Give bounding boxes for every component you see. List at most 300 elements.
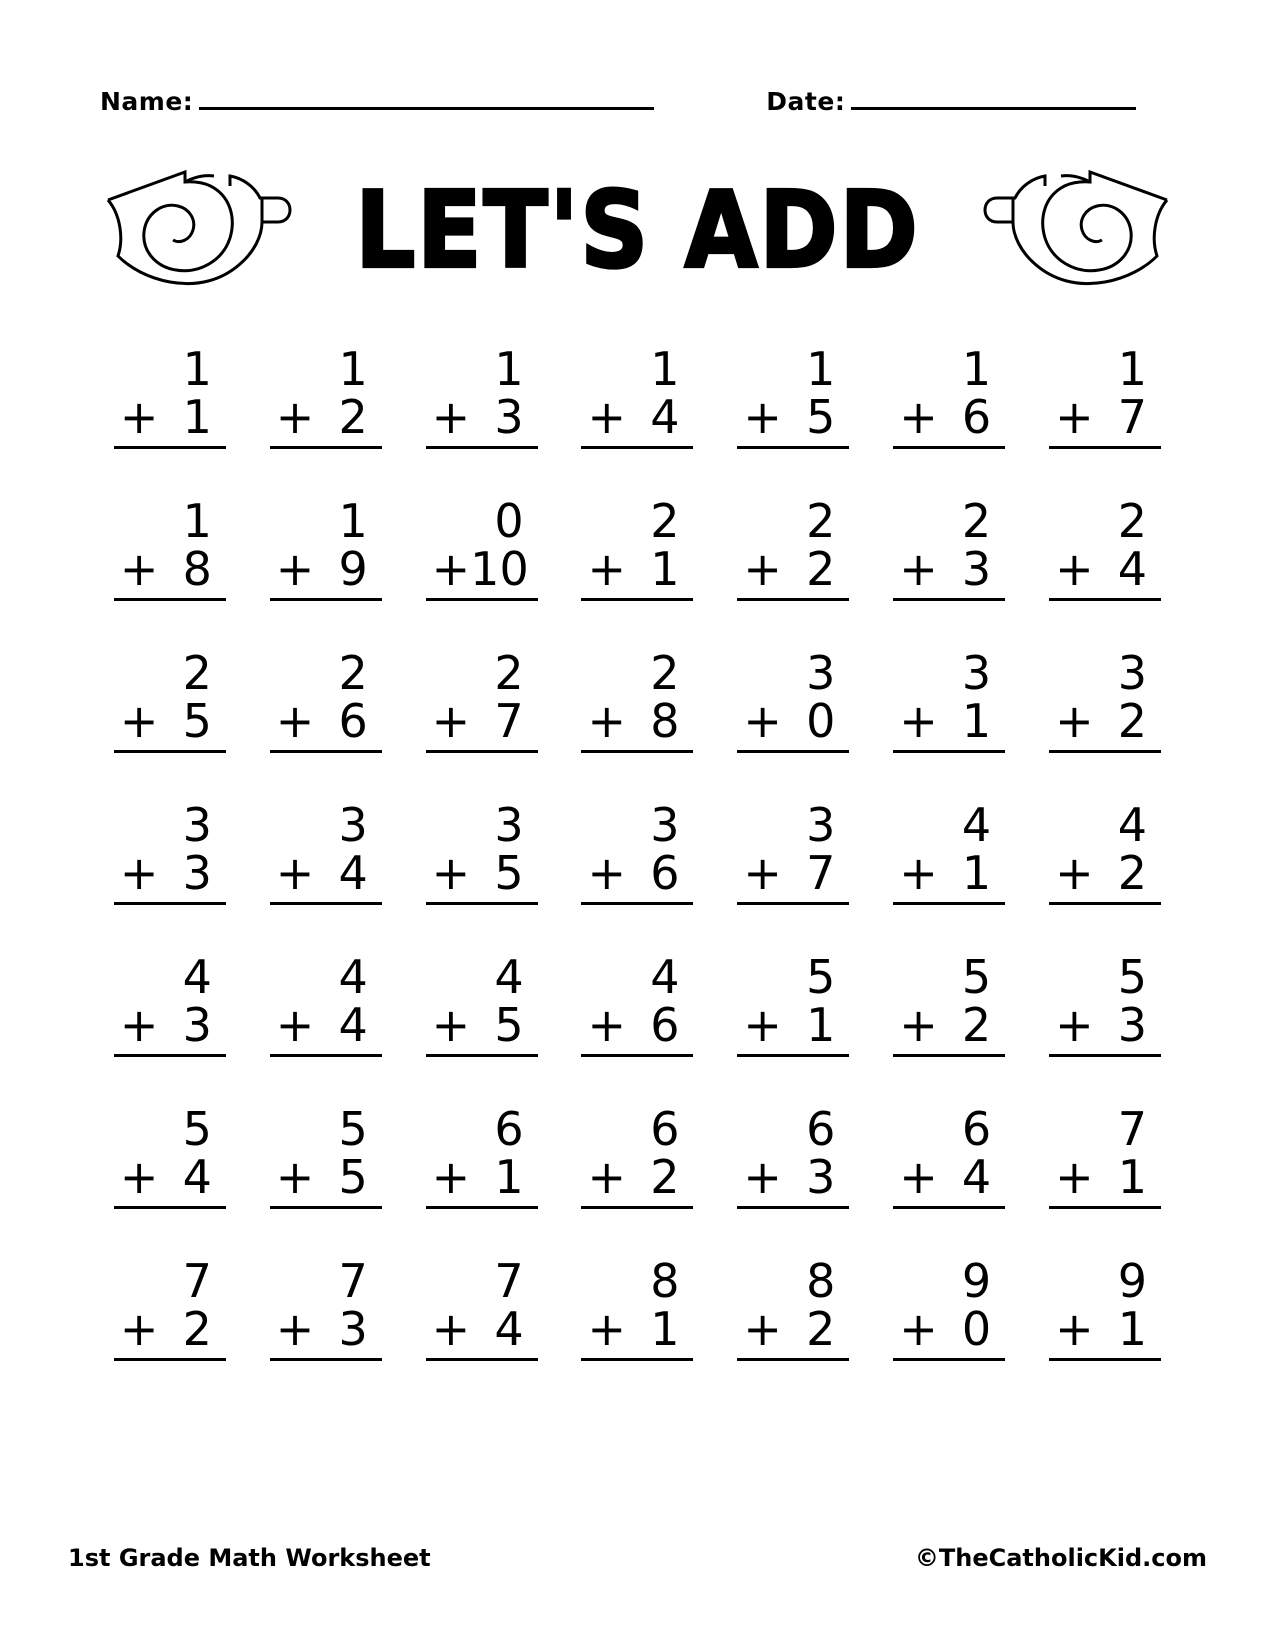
problem-operator: +: [899, 846, 938, 901]
problem-top-number: 3: [650, 798, 680, 852]
addition-problem: [737, 1102, 849, 1257]
addition-problem: [893, 798, 1005, 953]
answer-line[interactable]: [426, 446, 538, 449]
problem-bottom-row: [737, 998, 849, 1053]
problem-operator: +: [587, 694, 627, 749]
problem-bottom-number: 1: [1117, 1302, 1148, 1357]
problem-operator: +: [119, 998, 159, 1053]
problem-bottom-number: 4: [650, 390, 680, 445]
problem-bottom-row: [270, 694, 382, 749]
problem-operator: +: [743, 1302, 782, 1357]
problem-operator: +: [899, 694, 938, 749]
problem-top-number: 1: [1117, 342, 1148, 396]
answer-line[interactable]: [893, 902, 1005, 905]
answer-line[interactable]: [114, 1206, 226, 1209]
answer-line[interactable]: [737, 750, 849, 753]
answer-line[interactable]: [114, 750, 226, 753]
problem-top-number: 1: [806, 342, 836, 396]
problem-bottom-row: [114, 694, 226, 749]
addition-problem: [426, 798, 538, 953]
problem-top-number: 3: [1117, 646, 1148, 700]
problem-bottom-row: [737, 694, 849, 749]
problem-bottom-number: 3: [182, 846, 212, 901]
answer-line[interactable]: [426, 598, 538, 601]
problem-top-number: 5: [1117, 950, 1148, 1004]
problem-top-number: 2: [494, 646, 524, 700]
addition-problem: [581, 342, 693, 497]
problem-top-number: 3: [494, 798, 524, 852]
problem-bottom-number: 2: [338, 390, 368, 445]
answer-line[interactable]: [737, 598, 849, 601]
problem-bottom-number: 0: [961, 1302, 992, 1357]
answer-line[interactable]: [893, 598, 1005, 601]
problem-operator: +: [275, 694, 315, 749]
problem-bottom-row: [581, 1150, 693, 1205]
answer-line[interactable]: [270, 902, 382, 905]
problem-bottom-number: 4: [182, 1150, 212, 1205]
problem-bottom-number: 1: [961, 846, 992, 901]
problem-top-number: 2: [806, 494, 836, 548]
problem-bottom-row: [114, 1302, 226, 1357]
problem-bottom-number: 1: [650, 1302, 680, 1357]
problem-bottom-number: 4: [1117, 542, 1148, 597]
problem-top-number: 9: [961, 1254, 992, 1308]
problem-operator: +: [1055, 694, 1094, 749]
problem-top-number: 7: [1117, 1102, 1148, 1156]
problem-bottom-row: [581, 542, 693, 597]
problem-bottom-row: [426, 1150, 538, 1205]
problem-bottom-number: 1: [494, 1150, 524, 1205]
problem-bottom-row: [270, 390, 382, 445]
addition-problem: [893, 950, 1005, 1105]
problem-bottom-row: [426, 1302, 538, 1357]
problem-bottom-number: 1: [806, 998, 836, 1053]
answer-line[interactable]: [1049, 750, 1161, 753]
problem-bottom-number: 5: [494, 846, 524, 901]
problem-bottom-number: 7: [806, 846, 836, 901]
answer-line[interactable]: [581, 1206, 693, 1209]
problem-operator: +: [431, 694, 471, 749]
addition-problem: [1049, 646, 1161, 801]
problem-bottom-row: [270, 998, 382, 1053]
problem-bottom-number: 2: [806, 542, 836, 597]
problem-operator: +: [1055, 1302, 1094, 1357]
problem-bottom-row: [737, 542, 849, 597]
answer-line[interactable]: [270, 750, 382, 753]
problem-top-number: 1: [650, 342, 680, 396]
addition-problem: [114, 950, 226, 1105]
addition-problem: [270, 950, 382, 1105]
answer-line[interactable]: [581, 1054, 693, 1057]
problem-bottom-row: [114, 846, 226, 901]
problem-top-number: 2: [1117, 494, 1148, 548]
answer-line[interactable]: [270, 1054, 382, 1057]
problem-bottom-row: [1049, 1150, 1161, 1205]
problem-bottom-number: 6: [650, 998, 680, 1053]
problem-operator: +: [587, 846, 627, 901]
problem-operator: +: [899, 1302, 938, 1357]
problem-bottom-number: 8: [650, 694, 680, 749]
worksheet-header: [100, 70, 1175, 116]
problem-bottom-row: [1049, 694, 1161, 749]
problem-bottom-row: [426, 390, 538, 445]
addition-problem: [270, 494, 382, 649]
problem-operator: +: [431, 1150, 471, 1205]
problem-bottom-row: [893, 1150, 1005, 1205]
problem-grid: [92, 342, 1183, 1409]
problem-bottom-number: 3: [494, 390, 524, 445]
problem-bottom-row: [893, 998, 1005, 1053]
answer-line[interactable]: [581, 598, 693, 601]
problem-operator: +: [275, 542, 315, 597]
problem-bottom-row: [893, 1302, 1005, 1357]
problem-operator: +: [587, 1302, 627, 1357]
answer-line[interactable]: [426, 1358, 538, 1361]
problem-bottom-row: [581, 390, 693, 445]
addition-problem: [737, 646, 849, 801]
problem-operator: +: [119, 1302, 159, 1357]
problem-bottom-number: 7: [1117, 390, 1148, 445]
problem-bottom-row: [581, 694, 693, 749]
problem-operator: +: [119, 846, 159, 901]
problem-bottom-row: [426, 998, 538, 1053]
answer-line[interactable]: [114, 446, 226, 449]
problem-bottom-number: 3: [1117, 998, 1148, 1053]
answer-line[interactable]: [1049, 446, 1161, 449]
problem-operator: +: [275, 1150, 315, 1205]
addition-problem: [426, 494, 538, 649]
problem-bottom-number: 1: [1117, 1150, 1148, 1205]
problem-top-number: 8: [650, 1254, 680, 1308]
addition-problem: [270, 798, 382, 953]
answer-line[interactable]: [270, 598, 382, 601]
problem-bottom-number: 1: [961, 694, 992, 749]
addition-problem: [270, 646, 382, 801]
answer-line[interactable]: [1049, 598, 1161, 601]
problem-operator: +: [1055, 1150, 1094, 1205]
problem-bottom-row: [270, 1150, 382, 1205]
addition-problem: [114, 342, 226, 497]
problem-operator: +: [1055, 846, 1094, 901]
answer-line[interactable]: [114, 1358, 226, 1361]
addition-problem: [581, 950, 693, 1105]
answer-line[interactable]: [737, 446, 849, 449]
addition-problem: [737, 342, 849, 497]
problem-bottom-number: 8: [182, 542, 212, 597]
problem-operator: +: [431, 1302, 471, 1357]
addition-problem: [114, 646, 226, 801]
addition-problem: [426, 1254, 538, 1409]
answer-line[interactable]: [581, 1358, 693, 1361]
problem-operator: +: [587, 390, 627, 445]
answer-line[interactable]: [1049, 902, 1161, 905]
addition-problem: [581, 494, 693, 649]
problem-operator: +: [743, 846, 782, 901]
problem-bottom-number: 2: [182, 1302, 212, 1357]
problem-top-number: 8: [806, 1254, 836, 1308]
problem-bottom-number: 3: [806, 1150, 836, 1205]
answer-line[interactable]: [426, 1054, 538, 1057]
answer-line[interactable]: [893, 1206, 1005, 1209]
problem-operator: +: [899, 998, 938, 1053]
answer-line[interactable]: [1049, 1358, 1161, 1361]
addition-problem: [426, 950, 538, 1105]
problem-top-number: 4: [650, 950, 680, 1004]
page-title: LET'S ADD: [355, 170, 920, 293]
answer-line[interactable]: [893, 1358, 1005, 1361]
addition-problem: [426, 646, 538, 801]
problem-top-number: 4: [494, 950, 524, 1004]
addition-problem: [270, 1254, 382, 1409]
addition-problem: [1049, 342, 1161, 497]
answer-line[interactable]: [737, 902, 849, 905]
title-row: [90, 152, 1185, 312]
problem-operator: +: [431, 998, 471, 1053]
problem-bottom-row: [114, 998, 226, 1053]
problem-top-number: 2: [182, 646, 212, 700]
problem-bottom-number: 6: [338, 694, 368, 749]
french-horn-icon-left: [90, 152, 310, 312]
problem-operator: +: [587, 1150, 627, 1205]
problem-top-number: 4: [961, 798, 992, 852]
problem-bottom-number: 5: [182, 694, 212, 749]
problem-bottom-row: [737, 1150, 849, 1205]
name-input-line[interactable]: [199, 106, 654, 110]
problem-operator: +: [587, 542, 627, 597]
answer-line[interactable]: [426, 902, 538, 905]
addition-problem: [893, 342, 1005, 497]
problem-top-number: 6: [961, 1102, 992, 1156]
problem-bottom-row: [581, 1302, 693, 1357]
problem-bottom-row: [737, 1302, 849, 1357]
addition-problem: [114, 1254, 226, 1409]
answer-line[interactable]: [1049, 1054, 1161, 1057]
problem-bottom-number: 4: [494, 1302, 524, 1357]
problem-operator: +: [899, 390, 938, 445]
answer-line[interactable]: [114, 902, 226, 905]
problem-operator: +: [431, 390, 471, 445]
name-field[interactable]: [100, 87, 654, 116]
addition-problem: [426, 342, 538, 497]
problem-operator: +: [1055, 542, 1094, 597]
answer-line[interactable]: [270, 1206, 382, 1209]
addition-problem: [114, 494, 226, 649]
problem-top-number: 6: [650, 1102, 680, 1156]
addition-problem: [581, 646, 693, 801]
problem-top-number: 1: [338, 342, 368, 396]
problem-operator: +: [119, 542, 159, 597]
problem-bottom-row: [1049, 998, 1161, 1053]
problem-bottom-row: [893, 694, 1005, 749]
problem-bottom-number: 3: [182, 998, 212, 1053]
problem-top-number: 1: [961, 342, 992, 396]
problem-top-number: 5: [961, 950, 992, 1004]
problem-bottom-number: 5: [494, 998, 524, 1053]
answer-line[interactable]: [270, 1358, 382, 1361]
problem-bottom-number: 1: [650, 542, 680, 597]
problem-top-number: 4: [182, 950, 212, 1004]
problem-top-number: 7: [182, 1254, 212, 1308]
date-label: Date:: [766, 87, 846, 116]
problem-bottom-number: 3: [338, 1302, 368, 1357]
problem-bottom-number: 2: [961, 998, 992, 1053]
problem-top-number: 4: [1117, 798, 1148, 852]
answer-line[interactable]: [737, 1358, 849, 1361]
addition-problem: [1049, 950, 1161, 1105]
problem-operator: +: [275, 846, 315, 901]
addition-problem: [893, 494, 1005, 649]
addition-problem: [1049, 798, 1161, 953]
problem-top-number: 2: [650, 494, 680, 548]
problem-bottom-row: [114, 542, 226, 597]
problem-operator: +: [275, 390, 315, 445]
problem-bottom-row: [893, 846, 1005, 901]
answer-line[interactable]: [581, 750, 693, 753]
problem-top-number: 3: [961, 646, 992, 700]
problem-top-number: 1: [182, 342, 212, 396]
problem-bottom-row: [114, 390, 226, 445]
problem-bottom-row: [270, 846, 382, 901]
problem-top-number: 3: [806, 798, 836, 852]
addition-problem: [893, 1254, 1005, 1409]
problem-bottom-number: 5: [806, 390, 836, 445]
problem-operator: +: [743, 542, 782, 597]
worksheet-footer: [68, 1544, 1207, 1572]
answer-line[interactable]: [426, 1206, 538, 1209]
answer-line[interactable]: [893, 1054, 1005, 1057]
problem-top-number: 1: [494, 342, 524, 396]
footer-right-text: ©TheCatholicKid.com: [914, 1544, 1207, 1572]
problem-operator: +: [899, 1150, 938, 1205]
addition-problem: [893, 1102, 1005, 1257]
problem-bottom-number: 6: [961, 390, 992, 445]
date-field[interactable]: [766, 87, 1136, 116]
addition-problem: [737, 798, 849, 953]
french-horn-icon-right: [965, 152, 1185, 312]
addition-problem: [114, 1102, 226, 1257]
addition-problem: [1049, 1254, 1161, 1409]
problem-bottom-row: [426, 542, 538, 597]
problem-bottom-row: [270, 1302, 382, 1357]
answer-line[interactable]: [114, 598, 226, 601]
problem-top-number: 3: [338, 798, 368, 852]
problem-top-number: 5: [338, 1102, 368, 1156]
addition-problem: [270, 1102, 382, 1257]
problem-bottom-number: 2: [650, 1150, 680, 1205]
footer-left-text: 1st Grade Math Worksheet: [68, 1544, 431, 1572]
problem-bottom-number: 6: [650, 846, 680, 901]
problem-top-number: 6: [806, 1102, 836, 1156]
name-label: Name:: [100, 87, 194, 116]
problem-bottom-number: 9: [338, 542, 368, 597]
problem-top-number: 7: [338, 1254, 368, 1308]
problem-top-number: 0: [494, 494, 524, 548]
problem-operator: +: [1055, 390, 1094, 445]
addition-problem: [737, 494, 849, 649]
problem-bottom-number: 3: [961, 542, 992, 597]
addition-problem: [114, 798, 226, 953]
problem-operator: +: [119, 390, 159, 445]
problem-top-number: 5: [182, 1102, 212, 1156]
addition-problem: [581, 798, 693, 953]
addition-problem: [1049, 1102, 1161, 1257]
problem-bottom-row: [426, 846, 538, 901]
addition-problem: [893, 646, 1005, 801]
problem-bottom-row: [737, 846, 849, 901]
problem-operator: +: [587, 998, 627, 1053]
answer-line[interactable]: [426, 750, 538, 753]
problem-operator: +: [1055, 998, 1094, 1053]
problem-bottom-row: [737, 390, 849, 445]
answer-line[interactable]: [114, 1054, 226, 1057]
problem-bottom-number: 2: [806, 1302, 836, 1357]
answer-line[interactable]: [270, 446, 382, 449]
problem-bottom-row: [893, 390, 1005, 445]
answer-line[interactable]: [1049, 1206, 1161, 1209]
problem-top-number: 1: [182, 494, 212, 548]
problem-bottom-row: [270, 542, 382, 597]
answer-line[interactable]: [893, 446, 1005, 449]
answer-line[interactable]: [737, 1054, 849, 1057]
problem-bottom-number: 10: [470, 542, 529, 597]
problem-bottom-row: [426, 694, 538, 749]
problem-operator: +: [743, 694, 782, 749]
problem-top-number: 2: [961, 494, 992, 548]
problem-operator: +: [119, 1150, 159, 1205]
problem-bottom-row: [581, 846, 693, 901]
problem-bottom-number: 4: [961, 1150, 992, 1205]
problem-bottom-number: 4: [338, 998, 368, 1053]
problem-top-number: 2: [650, 646, 680, 700]
problem-top-number: 3: [806, 646, 836, 700]
problem-operator: +: [743, 390, 782, 445]
problem-top-number: 3: [182, 798, 212, 852]
problem-bottom-number: 2: [1117, 694, 1148, 749]
answer-line[interactable]: [581, 446, 693, 449]
problem-bottom-number: 0: [806, 694, 836, 749]
date-input-line[interactable]: [851, 106, 1136, 110]
problem-bottom-row: [1049, 542, 1161, 597]
problem-bottom-number: 4: [338, 846, 368, 901]
problem-bottom-row: [114, 1150, 226, 1205]
addition-problem: [581, 1254, 693, 1409]
problem-operator: +: [275, 998, 315, 1053]
problem-operator: +: [275, 1302, 315, 1357]
problem-operator: +: [899, 542, 938, 597]
addition-problem: [737, 1254, 849, 1409]
problem-top-number: 9: [1117, 1254, 1148, 1308]
problem-operator: +: [743, 1150, 782, 1205]
addition-problem: [1049, 494, 1161, 649]
problem-top-number: 4: [338, 950, 368, 1004]
problem-bottom-number: 1: [182, 390, 212, 445]
problem-operator: +: [431, 846, 471, 901]
addition-problem: [737, 950, 849, 1105]
problem-operator: +: [743, 998, 782, 1053]
problem-top-number: 6: [494, 1102, 524, 1156]
problem-bottom-row: [1049, 846, 1161, 901]
addition-problem: [426, 1102, 538, 1257]
addition-problem: [270, 342, 382, 497]
answer-line[interactable]: [581, 902, 693, 905]
answer-line[interactable]: [737, 1206, 849, 1209]
answer-line[interactable]: [893, 750, 1005, 753]
problem-bottom-row: [1049, 390, 1161, 445]
problem-bottom-number: 2: [1117, 846, 1148, 901]
problem-top-number: 2: [338, 646, 368, 700]
problem-bottom-row: [893, 542, 1005, 597]
problem-operator: +: [119, 694, 159, 749]
